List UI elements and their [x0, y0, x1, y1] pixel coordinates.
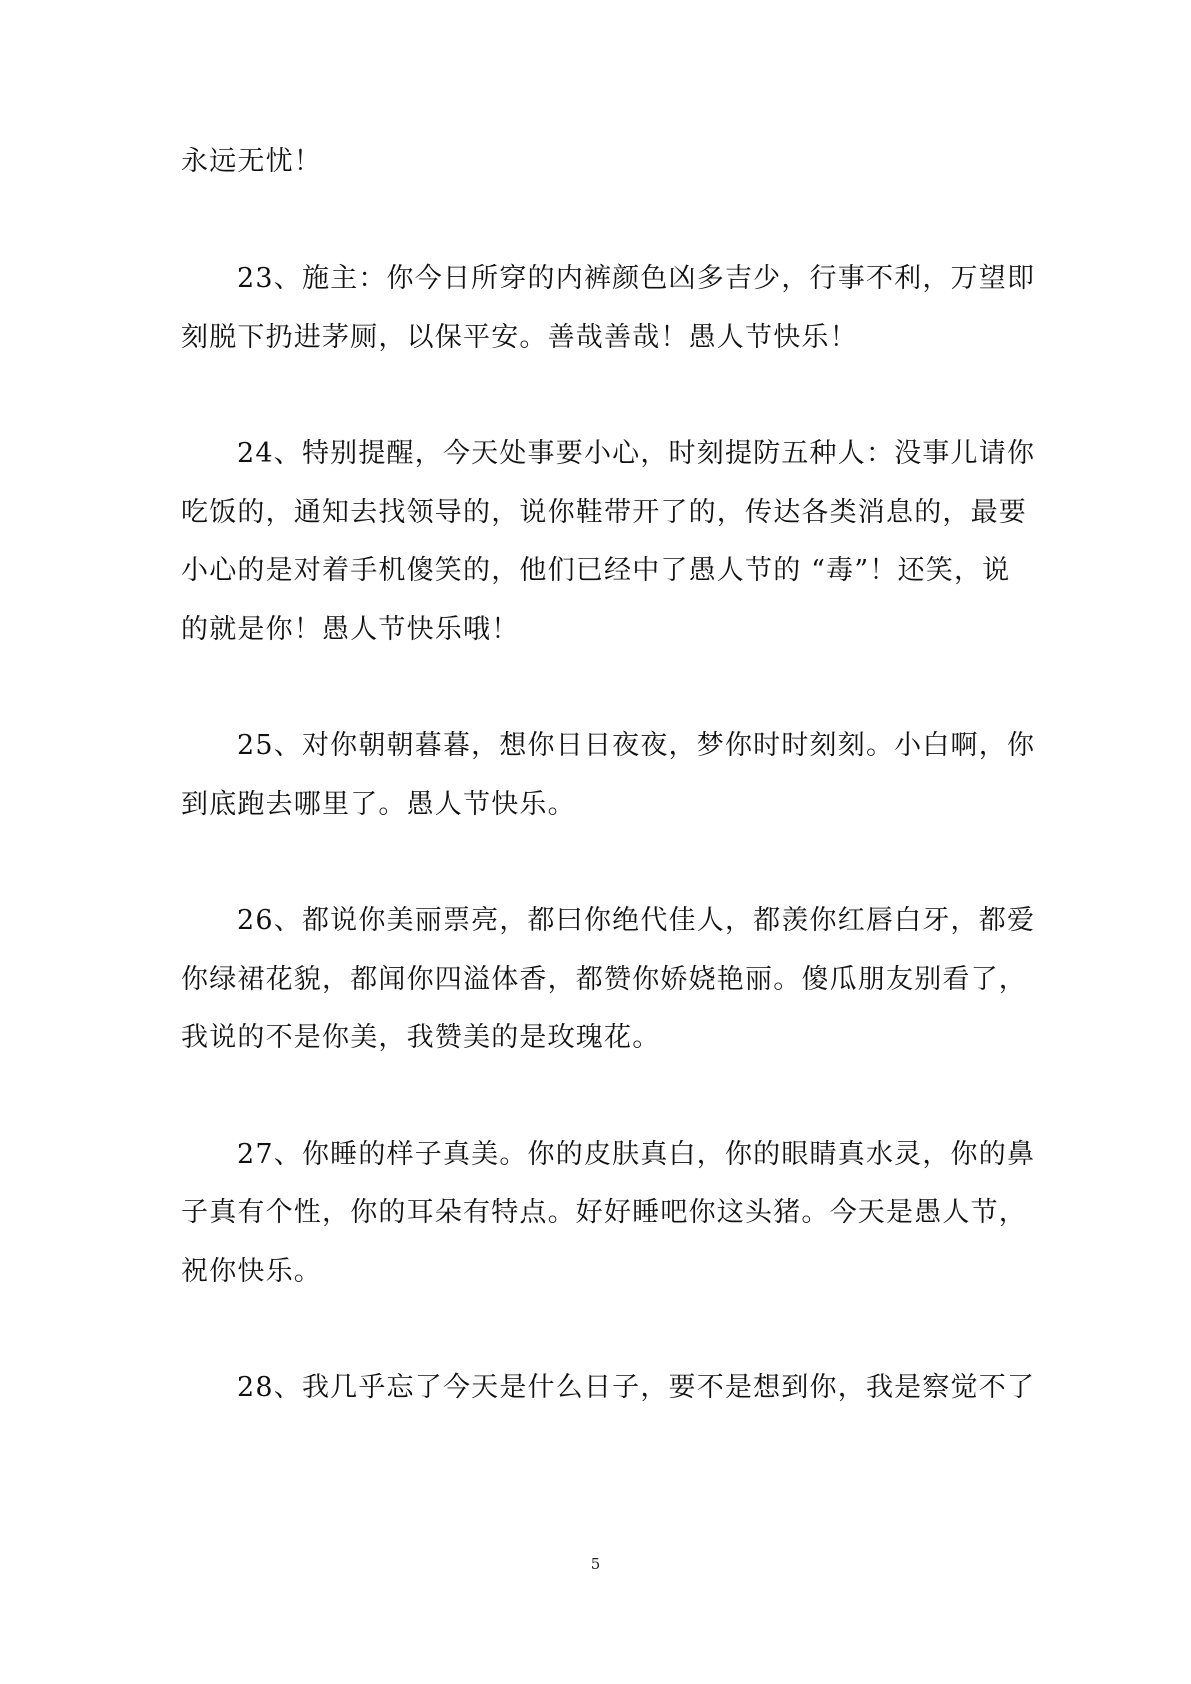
paragraph-line: 27、你睡的样子真美。你的皮肤真白，你的眼睛真水灵，你的鼻: [237, 1139, 1036, 1170]
paragraph-line: 小心的是对着手机傻笑的，他们已经中了愚人节的 “毒”！还笑，说: [181, 555, 1011, 586]
paragraph-line: 刻脱下扔进茅厕，以保平安。善哉善哉！愚人节快乐！: [181, 322, 858, 353]
paragraph-line: 祝你快乐。: [181, 1256, 322, 1287]
page-number: 5: [590, 1555, 601, 1573]
paragraph-line: 24、特别提醒，今天处事要小心，时刻提防五种人：没事儿请你: [237, 438, 1036, 469]
paragraph-line: 到底跑去哪里了。愚人节快乐。: [181, 789, 576, 820]
paragraph-line: 你绿裙花貌，都闻你四溢体香，都赞你娇娆艳丽。傻瓜朋友别看了，: [181, 964, 1027, 995]
paragraph-line: 我说的不是你美，我赞美的是玫瑰花。: [181, 1022, 661, 1053]
paragraph-line: 26、都说你美丽票亮，都曰你绝代佳人，都羡你红唇白牙，都爱: [237, 905, 1036, 936]
paragraph-line: 23、施主：你今日所穿的内裤颜色凶多吉少，行事不利，万望即: [237, 263, 1036, 294]
paragraph-line: 永远无忧！: [181, 146, 322, 177]
paragraph-line: 25、对你朝朝暮暮，想你日日夜夜，梦你时时刻刻。小白啊，你: [237, 730, 1036, 761]
paragraph-line: 吃饭的，通知去找领导的，说你鞋带开了的，传达各类消息的，最要: [181, 497, 1027, 528]
paragraph-line: 子真有个性，你的耳朵有特点。好好睡吧你这头猪。今天是愚人节，: [181, 1197, 1027, 1228]
paragraph-line: 的就是你！愚人节快乐哦！: [181, 614, 520, 645]
paragraph-line: 28、我几乎忘了今天是什么日子，要不是想到你，我是察觉不了: [237, 1372, 1036, 1403]
